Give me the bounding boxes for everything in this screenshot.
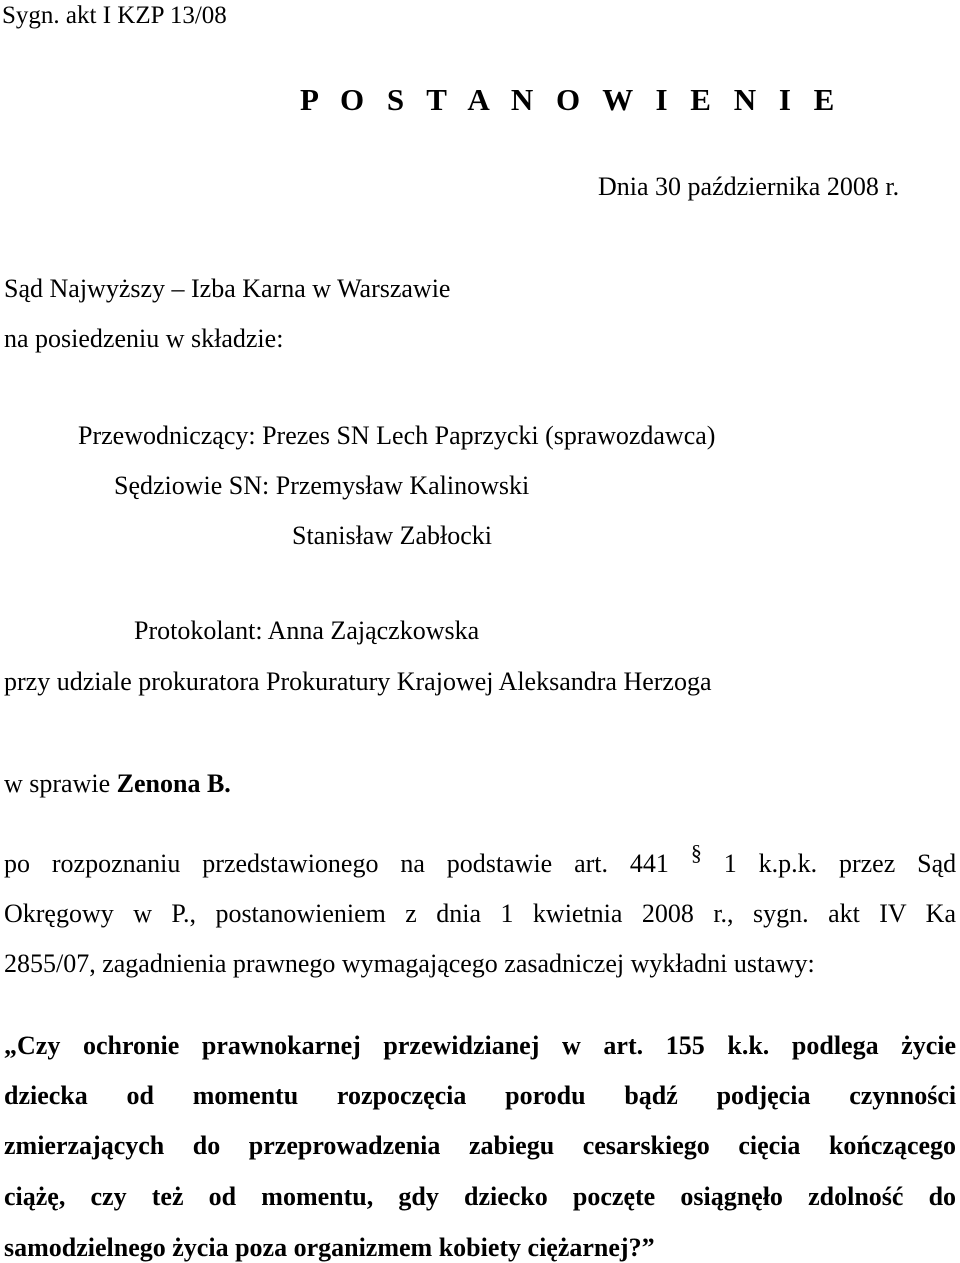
panel-judge-2: Stanisław Zabłocki (292, 521, 493, 550)
case-party (4, 771, 231, 797)
case-signature: Sygn. akt I KZP 13/08 (2, 2, 227, 29)
case-prefix: w sprawie (4, 769, 117, 798)
body-line-2: Okręgowy w P., postanowieniem z dnia 1 kwietnia 2008 r., sygn. akt IV Ka (4, 899, 956, 928)
question-line-5: samodzielnego życia poza organizmem kobiety ciężarnej?” (4, 1233, 655, 1262)
case-party-name: Zenona B. (116, 769, 231, 798)
panel-clerk: Protokolant: Anna Zajączkowska (134, 616, 480, 645)
court-session: na posiedzeniu w składzie: (4, 324, 284, 353)
question-line-1: „Czy ochronie prawnokarnej przewidzianej w art. 155 k.k. podlega życie (4, 1031, 957, 1060)
document-date: Dnia 30 października 2008 r. (598, 172, 900, 201)
body-line-1: po rozpoznaniu przedstawionego na podstawie art. 441 § 1 k.p.k. przez Sąd (4, 840, 957, 878)
question-line-4: ciążę, czy też od momentu, gdy dziecko poczęte osiągnęło zdolność do (4, 1182, 957, 1211)
question-line-3: zmierzających do przeprowadzenia zabiegu cesarskiego cięcia kończącego (4, 1131, 957, 1160)
section-sign: § (690, 840, 702, 865)
question-line-2: dziecka od momentu rozpoczęcia porodu bądź podjęcia czynności (4, 1081, 957, 1110)
body-line-3: 2855/07, zagadnienia prawnego wymagającego zasadniczej wykładni ustawy: (4, 949, 815, 978)
document-title: P O S T A N O W I E N I E (300, 82, 842, 117)
panel-chair: Przewodniczący: Prezes SN Lech Paprzycki (sprawozdawca) (78, 421, 716, 450)
court-name: Sąd Najwyższy – Izba Karna w Warszawie (4, 274, 451, 303)
panel-judges: Sędziowie SN: Przemysław Kalinowski (114, 471, 530, 500)
panel-prosecutor: przy udziale prokuratora Prokuratury Krajowej Aleksandra Herzoga (4, 667, 712, 696)
